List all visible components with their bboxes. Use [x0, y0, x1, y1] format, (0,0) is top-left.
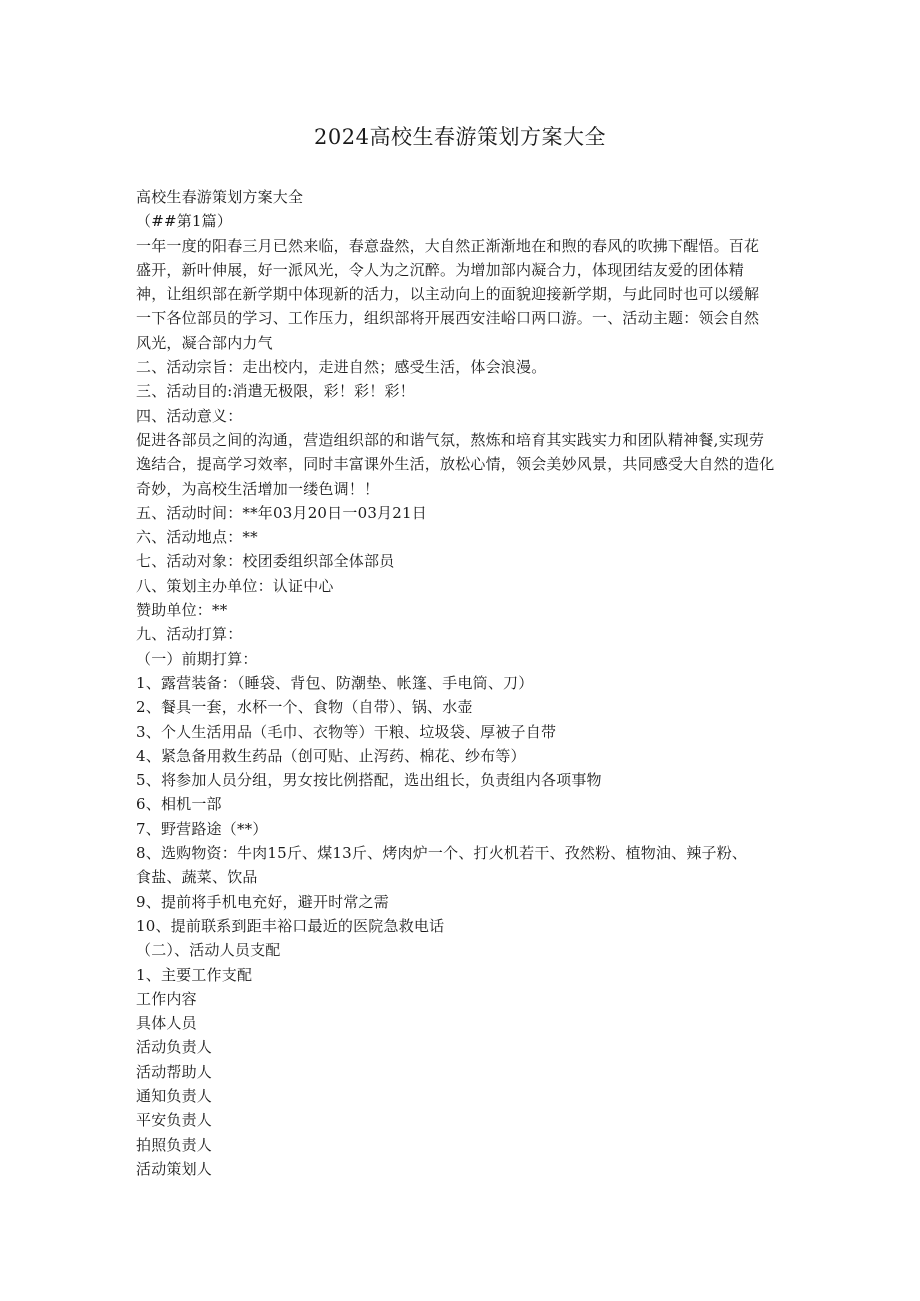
text-line: 三、活动目的:消遣无极限，彩！彩！彩！ [136, 382, 415, 401]
text-line: 4、紧急备用救生药品（创可贴、止泻药、棉花、纱布等） [136, 746, 526, 765]
text-line: 5、将参加人员分组，男女按比例搭配，选出组长，负责组内各项事物 [136, 771, 602, 790]
text-line: 平安负责人 [136, 1111, 213, 1130]
text-line: 通知负责人 [136, 1086, 213, 1105]
text-line: 盛开，新叶伸展，好一派风光，令人为之沉醉。为增加部内凝合力，体现团结友爱的团体精 [136, 260, 745, 279]
text-line: 8、选购物资：牛肉15斤、煤13斤、烤肉炉一个、打火机若干、孜然粉、植物油、辣子粉、 [136, 844, 748, 863]
text-line: 拍照负责人 [136, 1135, 213, 1154]
text-line: 1、露营装备：（睡袋、背包、防潮垫、帐篷、手电筒、刀） [136, 673, 534, 692]
document-body [136, 185, 786, 1181]
text-line: 风光，凝合部内力气 [136, 333, 273, 352]
text-line: 奇妙，为高校生活增加一缕色调！！ [136, 479, 380, 498]
text-line: 八、策划主办单位：认证中心 [136, 576, 334, 595]
text-line: 活动策划人 [136, 1159, 213, 1178]
text-line: 一年一度的阳春三月已然来临，春意盎然，大自然正渐渐地在和煦的春风的吹拂下醒悟。百花 [136, 236, 760, 255]
text-line: 工作内容 [136, 989, 197, 1008]
text-line: 2、餐具一套，水杯一个、食物（自带）、锅、水壶 [136, 698, 473, 717]
text-line: （##第1篇） [136, 212, 233, 231]
text-line: 四、活动意义： [136, 406, 243, 425]
text-line: （一）前期打算： [136, 649, 258, 668]
text-line: 五、活动时间：**年03月20日一03月21日 [136, 503, 427, 522]
text-line: 促进各部员之间的沟通，营造组织部的和谐气氛，熬炼和培育其实践实力和团队精神餐,实现劳 [136, 430, 765, 449]
text-line: 逸结合，提高学习效率，同时丰富课外生活，放松心情，领会美妙风景，共同感受大自然的造化 [136, 455, 775, 474]
text-line: 七、活动对象：校团委组织部全体部员 [136, 552, 395, 571]
text-line: 一下各位部员的学习、工作压力，组织部将开展西安洼峪口两口游。一、活动主题：领会自然 [136, 309, 760, 328]
text-line: 神，让组织部在新学期中体现新的活力，以主动向上的面貌迎接新学期，与此同时也可以缓解 [136, 285, 760, 304]
text-line: 高校生春游策划方案大全 [136, 188, 304, 206]
text-line: 赞助单位：** [136, 601, 228, 620]
text-line: 7、野营路途（**） [136, 819, 268, 838]
text-line: 10、提前联系到距丰裕口最近的医院急救电话 [136, 916, 445, 935]
text-line: （二）、活动人员支配 [136, 941, 281, 960]
text-line: 九、活动打算： [136, 625, 243, 644]
text-line: 1、主要工作支配 [136, 965, 253, 984]
text-line: 六、活动地点：** [136, 528, 258, 547]
text-line: 活动负责人 [136, 1038, 213, 1057]
text-line: 食盐、蔬菜、饮品 [136, 868, 258, 887]
text-line: 活动帮助人 [136, 1062, 213, 1081]
text-line: 6、相机一部 [136, 795, 222, 814]
text-line: 3、个人生活用品（毛巾、衣物等）干粮、垃圾袋、厚被子自带 [136, 722, 557, 741]
text-line: 具体人员 [136, 1014, 197, 1033]
document-title: 2024高校生春游策划方案大全 [314, 125, 606, 149]
text-line: 9、提前将手机电充好，避开时常之需 [136, 892, 389, 911]
text-line: 二、活动宗旨：走出校内，走进自然；感受生活，体会浪漫。 [136, 358, 547, 377]
